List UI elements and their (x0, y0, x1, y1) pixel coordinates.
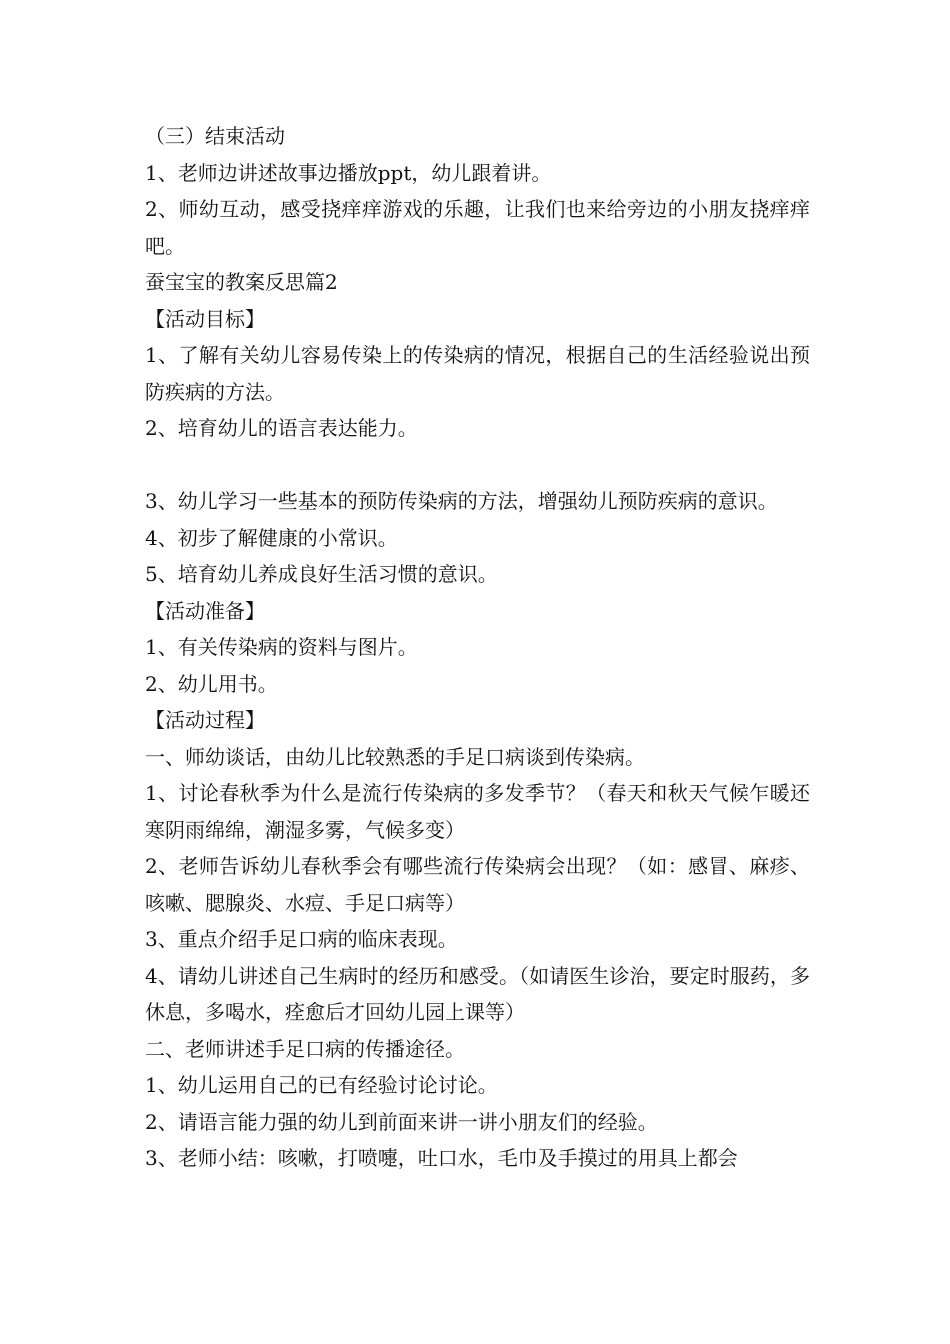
paragraph: 一、师幼谈话，由幼儿比较熟悉的手足口病谈到传染病。 (145, 744, 645, 769)
section-heading-end-activity: （三）结束活动 (145, 124, 285, 148)
paragraph: 3、幼儿学习一些基本的预防传染病的方法，增强幼儿预防疾病的意识。 (145, 489, 778, 513)
paragraph: 1、老师边讲述故事边播放ppt，幼儿跟着讲。 (145, 160, 552, 185)
paragraph: 2、幼儿用书。 (145, 671, 278, 696)
section-heading-process: 【活动过程】 (145, 708, 265, 732)
paragraph: 4、初步了解健康的小常识。 (145, 525, 398, 550)
paragraph: 1、有关传染病的资料与图片。 (145, 635, 418, 659)
article-title: 蚕宝宝的教案反思篇2 (145, 270, 338, 294)
paragraph: 二、老师讲述手足口病的传播途径。 (145, 1036, 465, 1061)
section-heading-goals: 【活动目标】 (145, 306, 265, 331)
paragraph: 4、请幼儿讲述自己生病时的经历和感受。（如请医生诊治，要定时服药，多休息，多喝水，痊愈后才回幼儿园上课等） (145, 963, 810, 1024)
document-body (145, 118, 810, 1177)
paragraph: 1、了解有关幼儿容易传染上的传染病的情况，根据自己的生活经验说出预防疾病的方法。 (145, 343, 810, 404)
paragraph: 2、请语言能力强的幼儿到前面来讲一讲小朋友们的经验。 (145, 1109, 658, 1134)
paragraph: 1、讨论春秋季为什么是流行传染病的多发季节？（春天和秋天气候乍暖还寒阴雨绵绵，潮湿多雾，气候多变） (145, 781, 810, 842)
blank-line (145, 447, 810, 484)
paragraph: 3、老师小结：咳嗽，打喷嚏，吐口水，毛巾及手摸过的用具上都会 (145, 1146, 738, 1170)
paragraph: 3、重点介绍手足口病的临床表现。 (145, 927, 458, 951)
paragraph: 2、培育幼儿的语言表达能力。 (145, 416, 418, 440)
paragraph: 5、培育幼儿养成良好生活习惯的意识。 (145, 562, 498, 586)
paragraph: 1、幼儿运用自己的已有经验讨论讨论。 (145, 1073, 498, 1097)
paragraph: 2、老师告诉幼儿春秋季会有哪些流行传染病会出现？（如：感冒、麻疹、咳嗽、腮腺炎、水痘、手足口病等） (145, 854, 810, 915)
paragraph: 2、师幼互动，感受挠痒痒游戏的乐趣，让我们也来给旁边的小朋友挠痒痒吧。 (145, 197, 810, 258)
section-heading-preparation: 【活动准备】 (145, 598, 265, 623)
